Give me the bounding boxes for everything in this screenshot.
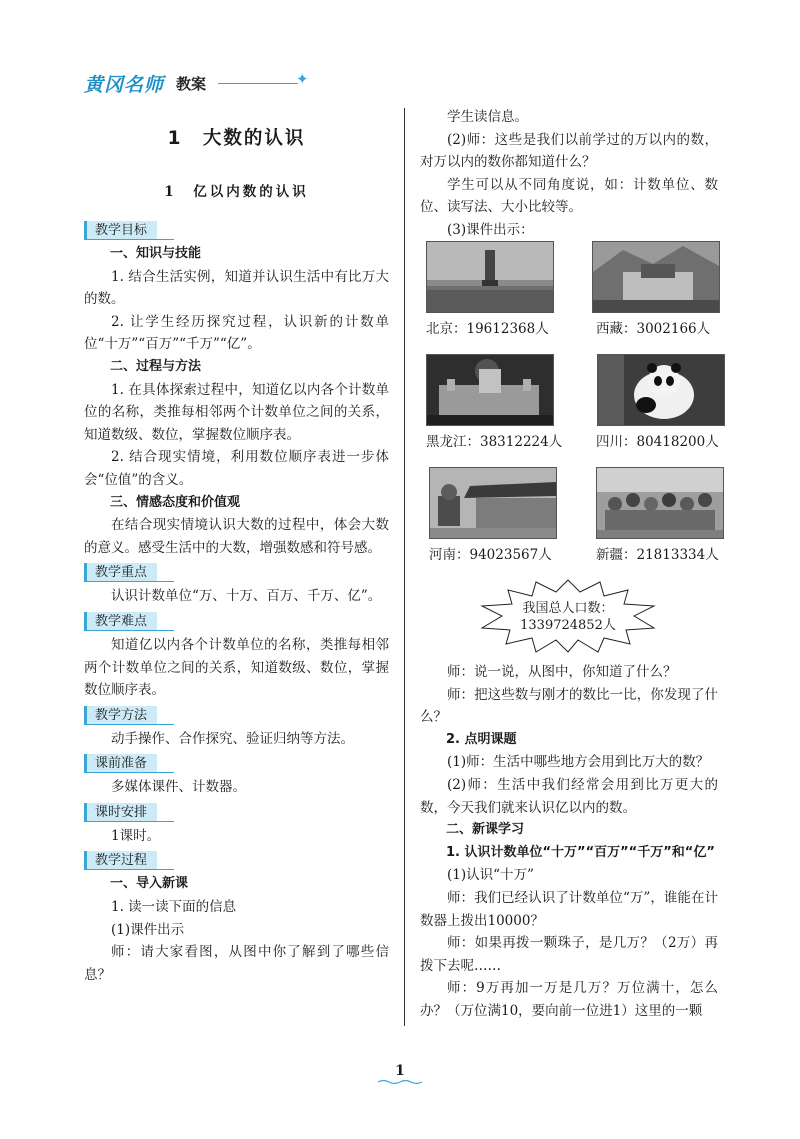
right-b6: 二、新课学习 xyxy=(446,822,525,838)
caption-heilongjiang: 黑龙江：38312224人 xyxy=(426,434,563,450)
caption-xinjiang: 新疆：21813334人 xyxy=(596,547,719,563)
right-b2: 师：把这些数与刚才的数比一比，你发现了什么？ xyxy=(420,686,718,726)
header-subtitle: 教案 xyxy=(176,75,207,93)
tibet-photo xyxy=(592,241,720,313)
heading-process: 二、过程与方法 xyxy=(110,358,202,374)
heilongjiang-photo xyxy=(426,354,554,426)
section-tag-time: 课时安排 xyxy=(84,799,389,825)
population-callout xyxy=(478,600,658,634)
section-tag-key: 教学重点 xyxy=(84,559,389,585)
henan-photo xyxy=(429,467,557,539)
heading-intro: 一、导入新课 xyxy=(110,876,189,892)
right-line-3: 学生可以从不同角度说，如：计数单位、数位、读写法、大小比较等。 xyxy=(420,176,718,216)
lesson-title: 1 大数的认识 xyxy=(167,128,306,149)
section-tag-difficult: 教学难点 xyxy=(84,608,389,634)
prep-text: 多媒体课件、计数器。 xyxy=(111,779,246,796)
header-rule xyxy=(218,83,298,84)
intro-step-1: 1. 读一读下面的信息 xyxy=(111,899,237,916)
caption-henan: 河南：94023567人 xyxy=(429,547,552,563)
process-item-2: 2. 结合现实情境，利用数位顺序表进一步体会“位值”的含义。 xyxy=(84,449,389,488)
right-column-bottom xyxy=(420,661,718,1023)
heading-knowledge: 一、知识与技能 xyxy=(110,246,202,261)
section-tag-prep: 课前准备 xyxy=(84,750,389,776)
page-number: 1 xyxy=(395,1063,405,1079)
process-item-1: 1. 在具体探索过程中，知道亿以内各个计数单位的名称，类推每相邻两个计数单位之间的关系，知道数级、数位，掌握数位顺序表。 xyxy=(84,381,389,443)
right-line-1: 学生读信息。 xyxy=(447,109,528,125)
beijing-photo xyxy=(426,241,554,313)
intro-step-3: 师：请大家看图，从图中你了解到了哪些信息？ xyxy=(84,944,389,983)
lesson-subtitle: 1 亿以内数的认识 xyxy=(164,184,309,200)
sichuan-panda-photo xyxy=(597,354,725,426)
difficult-text: 知道亿以内各个计数单位的名称，类推每相邻两个计数单位之间的关系，知道数级、数位，掌握数位顺序表。 xyxy=(84,636,389,699)
section-tag-method: 教学方法 xyxy=(84,702,389,728)
time-text: 1课时。 xyxy=(111,827,161,844)
knowledge-item-1: 1. 结合生活实例，知道并认识生活中有比万大的数。 xyxy=(84,268,389,308)
intro-step-2: (1)课件出示 xyxy=(111,921,185,938)
sparkle-icon: ✦ xyxy=(296,70,309,88)
caption-sichuan: 四川：80418200人 xyxy=(596,434,719,450)
population-value: 1339724852人 xyxy=(520,618,616,633)
method-text: 动手操作、合作探究、验证归纳等方法。 xyxy=(111,730,354,747)
caption-tibet: 西藏：3002166人 xyxy=(596,321,711,337)
right-b4: (1)师：生活中哪些地方会用到比万大的数？ xyxy=(447,754,710,771)
right-b7: 1. 认识计数单位“十万”“百万”“千万”和“亿” xyxy=(446,844,715,860)
right-line-4: (3)课件出示： xyxy=(447,221,534,238)
right-b11: 师：9万再加一万是几万？万位满十，怎么办？（万位满10，要向前一位进1）这里的一颗 xyxy=(420,980,718,1019)
section-tag-process: 教学过程 xyxy=(84,847,389,873)
right-column-top xyxy=(420,106,718,242)
heading-attitude: 三、情感态度和价值观 xyxy=(110,494,241,510)
right-line-2: (2)师：这些是我们以前学过的万以内的数，对万以内的数你都知道什么？ xyxy=(420,131,718,171)
section-tag-goals: 教学目标 xyxy=(84,217,389,243)
right-b9: 师：我们已经认识了计数单位“万”，谁能在计数器上拨出10000？ xyxy=(420,889,718,929)
brand-logo-text: 黄冈名师 xyxy=(84,74,165,96)
population-label: 我国总人口数： xyxy=(522,601,614,616)
right-b1: 师：说一说，从图中，你知道了什么？ xyxy=(447,664,677,680)
key-text: 认识计数单位“万、十万、百万、千万、亿”。 xyxy=(111,588,382,605)
right-b5: (2)师：生活中我们经常会用到比万更大的数，今天我们就来认识亿以内的数。 xyxy=(420,776,718,816)
column-divider xyxy=(404,108,405,1026)
page-number-ornament xyxy=(378,1079,422,1085)
right-b3: 2. 点明课题 xyxy=(446,731,517,747)
xinjiang-photo xyxy=(596,467,724,539)
right-b8: (1)认识“十万” xyxy=(447,867,534,884)
caption-beijing: 北京：19612368人 xyxy=(426,321,549,337)
attitude-text: 在结合现实情境认识大数的过程中，体会大数的意义。感受生活中的大数，增强数感和符号感。 xyxy=(84,517,389,556)
right-b10: 师：如果再拨一颗珠子，是几万？（2万）再拨下去呢…… xyxy=(420,935,718,974)
knowledge-item-2: 2. 让学生经历探究过程，认识新的计数单位“十万”“百万”“千万”“亿”。 xyxy=(84,313,389,353)
left-column xyxy=(84,217,389,986)
